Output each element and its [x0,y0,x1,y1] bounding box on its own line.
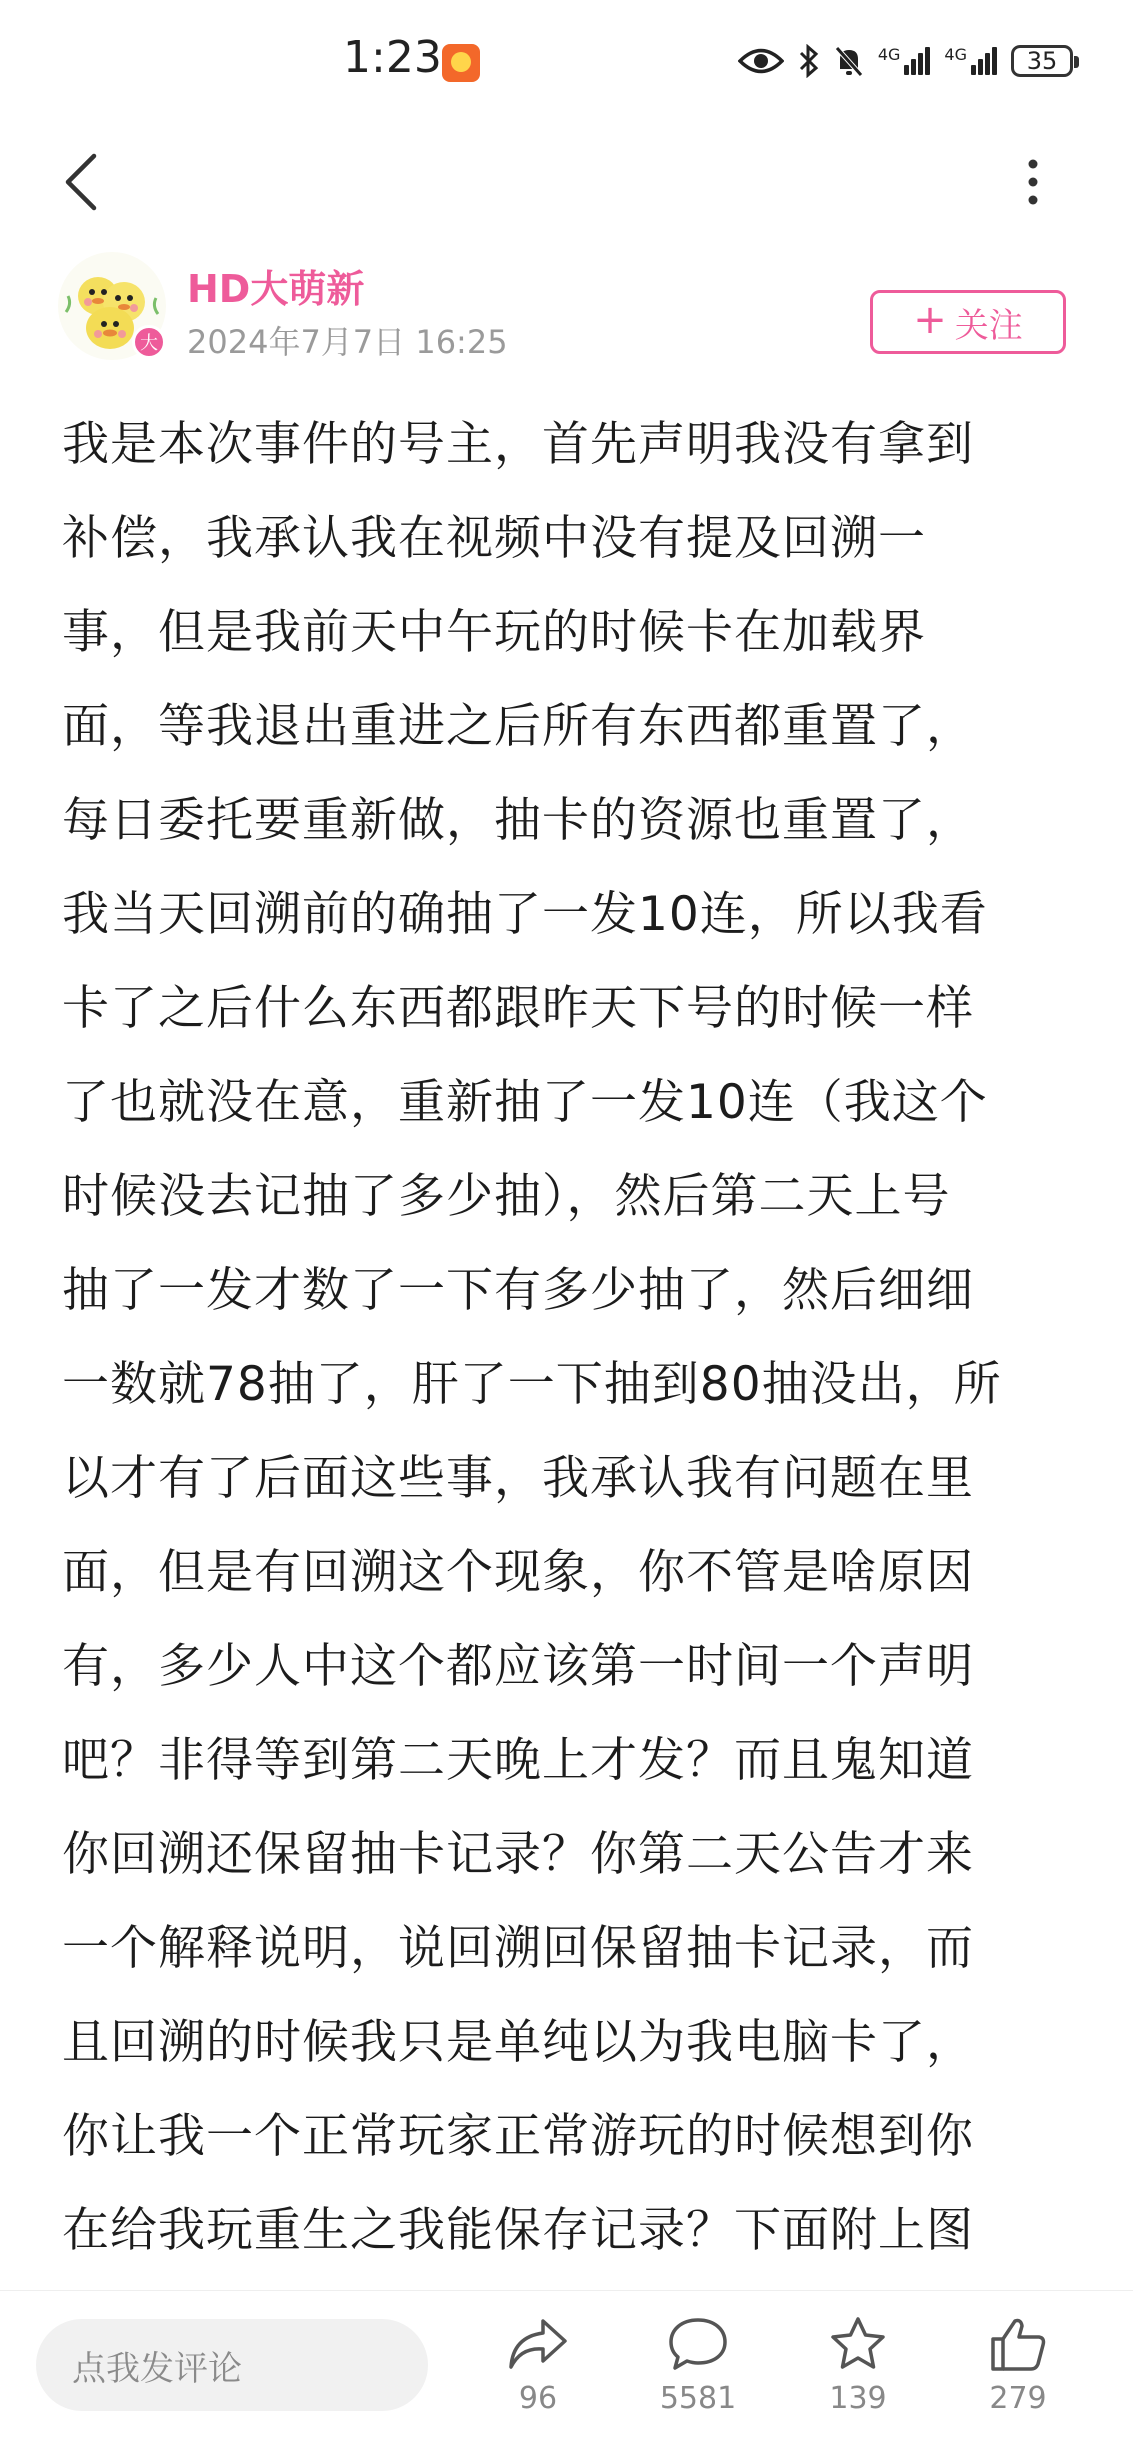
chevron-left-icon [58,150,108,214]
post-text-line: 时候没去记抽了多少抽），然后第二天上号 [62,1169,951,1224]
signal-2-label: 4G [944,45,967,64]
thumbs-up-icon [987,2315,1049,2373]
app-notification-icon [442,44,480,82]
favorite-button[interactable] [788,2315,928,2445]
back-button[interactable] [58,150,108,214]
post-text-line: 每日委托要重新做，抽卡的资源也重置了， [62,793,974,848]
share-count: 96 [518,2381,558,2416]
comment-button[interactable] [628,2315,768,2445]
post-text-line: 一个解释说明，说回溯回保留抽卡记录，而 [62,1921,974,1976]
post-text-line: 且回溯的时候我只是单纯以为我电脑卡了， [62,2015,974,2070]
battery-level: 35 [1026,47,1058,75]
share-icon [507,2315,569,2373]
post-text-line: 补偿，我承认我在视频中没有提及回溯一 [62,511,926,566]
post-text-line: 在给我玩重生之我能保存记录？下面附上图 [62,2203,974,2258]
post-text-line: 了也就没在意，重新抽了一发10连（我这个 [62,1075,988,1130]
author-badge: 大 [132,325,166,359]
comment-count: 5581 [659,2381,737,2416]
share-button[interactable] [468,2315,608,2445]
post-text-line: 吧？非得等到第二天晚上才发？而且鬼知道 [62,1733,974,1788]
more-vertical-icon [1018,150,1048,214]
plus-icon: + [913,297,947,343]
post-text-line: 面，但是有回溯这个现象，你不管是啥原因 [62,1545,974,1600]
author-name[interactable]: HD大萌新 [187,267,365,311]
signal-1-icon [878,47,931,75]
battery-icon [1011,45,1073,77]
post-text-line: 卡了之后什么东西都跟昨天下号的时候一样 [62,981,974,1036]
post-text-line: 以才有了后面这些事，我承认我有问题在里 [62,1451,974,1506]
post-text-line: 你让我一个正常玩家正常游玩的时候想到你 [62,2109,974,2164]
post-text-line: 事，但是我前天中午玩的时候卡在加载界 [62,605,926,660]
status-bar [0,0,1133,125]
like-count: 279 [989,2381,1047,2416]
bluetooth-icon [798,44,820,78]
follow-button[interactable] [870,290,1066,354]
star-icon [827,2315,889,2373]
post-text-line: 你回溯还保留抽卡记录？你第二天公告才来 [62,1827,974,1882]
signal-1-label: 4G [877,45,901,64]
favorite-count: 139 [829,2381,887,2416]
post-text-line: 抽了一发才数了一下有多少抽了，然后细细 [62,1263,974,1318]
comment-placeholder: 点我发评论 [72,2348,242,2389]
bottom-action-bar [0,2290,1133,2454]
post-text-line: 我当天回溯前的确抽了一发10连，所以我看 [62,887,988,942]
mute-bell-icon [834,44,864,78]
signal-2-icon [944,47,997,75]
follow-label: 关注 [954,305,1023,346]
post-text-line: 有，多少人中这个都应该第一时间一个声明 [62,1639,974,1694]
post-body [62,398,1072,2288]
post-text-line: 我是本次事件的号主，首先声明我没有拿到 [62,417,974,472]
eye-icon [738,46,784,76]
like-button[interactable] [948,2315,1088,2445]
more-options-button[interactable] [1018,150,1048,214]
post-timestamp: 2024年7月7日 16:25 [187,323,508,361]
status-time: 1:23 [343,32,442,83]
status-icons [738,36,1073,86]
post-text-line: 面，等我退出重进之后所有东西都重置了， [62,699,974,754]
comment-input[interactable] [36,2319,428,2411]
comment-bubble-icon [667,2315,729,2373]
post-text-line: 一数就78抽了，肝了一下抽到80抽没出，所 [62,1357,1002,1412]
